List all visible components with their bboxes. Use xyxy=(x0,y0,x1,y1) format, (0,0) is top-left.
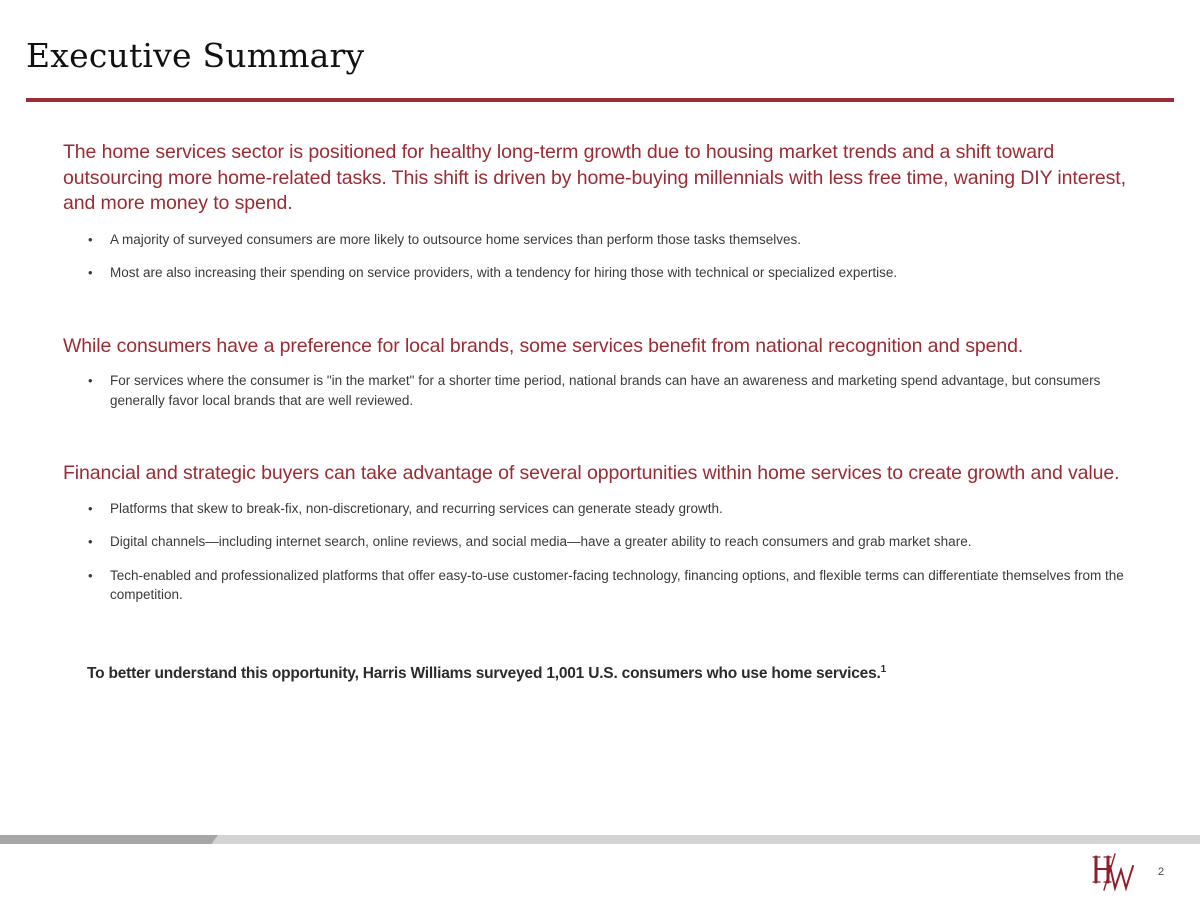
hw-logo-icon xyxy=(1091,852,1135,892)
bullet-item xyxy=(63,371,1138,410)
bullet-list xyxy=(63,371,1138,410)
summary-section-opportunities xyxy=(63,461,1138,605)
bullet-icon: • xyxy=(88,373,93,388)
bullet-icon: • xyxy=(88,500,93,516)
bullet-item xyxy=(63,499,1138,519)
bullet-text: For services where the consumer is "in the market" for a shorter time period, national brands can have an awareness and marketing spend advantage, but consumers generally favor local brands that are well reviewed. xyxy=(110,373,1101,408)
survey-callout xyxy=(87,664,886,683)
bullet-list xyxy=(63,230,1138,283)
bullet-icon: • xyxy=(88,534,93,549)
bullet-text: Platforms that skew to break-fix, non-discretionary, and recurring services can generate steady growth. xyxy=(110,500,723,516)
summary-section-growth xyxy=(63,140,1138,283)
footnote-marker: 1 xyxy=(880,664,886,675)
bullet-item xyxy=(63,230,1138,250)
section-headline: Financial and strategic buyers can take advantage of several opportunities within home services to create growth and value. xyxy=(63,462,1120,484)
bullet-text: Most are also increasing their spending on service providers, with a tendency for hiring those with technical or specialized expertise. xyxy=(110,265,898,280)
page-number: 2 xyxy=(1158,866,1165,878)
bullet-text: Tech-enabled and professionalized platforms that offer easy-to-use customer-facing technology, financing options, and flexible terms can differentiate themselves from the competition. xyxy=(110,567,1124,602)
bullet-text: A majority of surveyed consumers are more likely to outsource home services than perform those tasks themselves. xyxy=(110,231,802,247)
section-headline: The home services sector is positioned for healthy long-term growth due to housing market trends and a shift toward outsourcing more home-related tasks. This shift is driven by home-buying millennials with less free time, waning DIY interest, and more money to spend. xyxy=(63,141,1126,214)
bullet-text: Digital channels—including internet search, online reviews, and social media—have a greater ability to reach consumers and grab market share. xyxy=(110,534,972,549)
title-divider xyxy=(26,98,1174,102)
bullet-icon: • xyxy=(88,567,93,583)
section-headline: While consumers have a preference for local brands, some services benefit from national recognition and spend. xyxy=(63,334,1024,357)
summary-section-brands xyxy=(63,334,1138,411)
bullet-list xyxy=(63,499,1138,605)
bullet-item xyxy=(63,532,1138,552)
bullet-icon: • xyxy=(88,265,93,280)
bullet-item xyxy=(63,566,1138,605)
callout-text: To better understand this opportunity, Harris Williams surveyed 1,001 U.S. consumers who use home services. xyxy=(87,665,881,683)
bullet-icon: • xyxy=(88,231,93,247)
hw-logo xyxy=(1091,852,1135,892)
bullet-item xyxy=(63,263,1138,283)
page-title: Executive Summary xyxy=(26,36,365,75)
summary-content xyxy=(63,140,1138,619)
footer-bar-accent xyxy=(0,835,218,844)
